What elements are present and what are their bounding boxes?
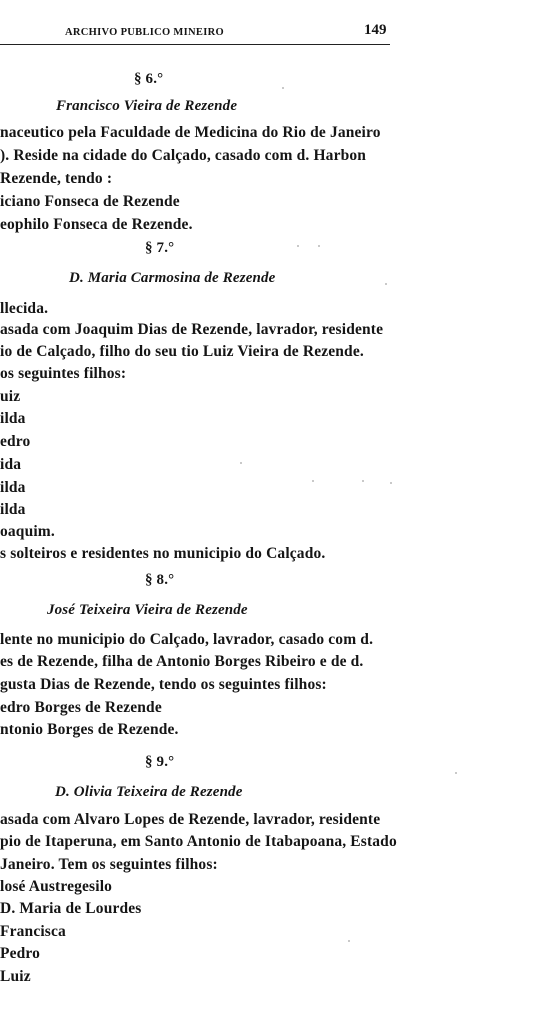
section-heading: § 7.°	[145, 240, 175, 256]
text-line: naceutico pela Faculdade de Medicina do Rio de Janeiro	[0, 124, 381, 141]
text-line: os seguintes filhos:	[0, 365, 127, 382]
scan-speck	[312, 480, 314, 482]
list-item: ilda	[0, 479, 26, 496]
section-person-name: Francisco Vieira de Rezende	[56, 98, 238, 114]
section-person-name: D. Olivia Teixeira de Rezende	[55, 784, 243, 800]
text-line: pio de Itaperuna, em Santo Antonio de Itabapoana, Estado	[0, 833, 397, 850]
scan-speck	[318, 245, 320, 247]
text-line: asada com Alvaro Lopes de Rezende, lavrador, residente	[0, 811, 381, 828]
text-line: Janeiro. Tem os seguintes filhos:	[0, 856, 218, 873]
header-rule	[0, 44, 390, 45]
text-line: io de Calçado, filho do seu tio Luiz Vieira de Rezende.	[0, 343, 364, 360]
section-heading: § 9.°	[145, 754, 175, 770]
text-line: s solteiros e residentes no municipio do Calçado.	[0, 545, 326, 562]
section-person-name: José Teixeira Vieira de Rezende	[47, 602, 248, 618]
scan-speck	[282, 87, 284, 89]
scan-speck	[362, 480, 364, 482]
page-header	[0, 22, 390, 46]
list-item: edro	[0, 433, 31, 450]
list-item: ilda	[0, 410, 26, 427]
section-heading: § 6.°	[134, 71, 164, 87]
list-item: ida	[0, 456, 22, 473]
text-line: lente no municipio do Calçado, lavrador, casado com d.	[0, 631, 374, 648]
scan-speck	[455, 772, 457, 774]
running-title: ARCHIVO PUBLICO MINEIRO	[65, 27, 224, 38]
text-line: Rezende, tendo :	[0, 170, 113, 187]
list-item: uiz	[0, 388, 21, 405]
list-item: losé Austregesilo	[0, 878, 113, 895]
list-item: Luiz	[0, 968, 31, 985]
scan-speck	[390, 482, 392, 484]
text-line: ). Reside na cidade do Calçado, casado com d. Harbon	[0, 147, 367, 164]
list-item: ilda	[0, 501, 26, 518]
text-line: eophilo Fonseca de Rezende.	[0, 216, 193, 233]
scan-speck	[348, 940, 350, 942]
scan-speck	[297, 245, 299, 247]
text-line: gusta Dias de Rezende, tendo os seguintes filhos:	[0, 676, 327, 693]
list-item: Pedro	[0, 945, 41, 962]
section-person-name: D. Maria Carmosina de Rezende	[69, 270, 276, 286]
text-line: asada com Joaquim Dias de Rezende, lavrador, residente	[0, 321, 384, 338]
scan-speck	[240, 462, 242, 464]
list-item: edro Borges de Rezende	[0, 699, 162, 716]
text-line: es de Rezende, filha de Antonio Borges Ribeiro e de d.	[0, 653, 364, 670]
list-item: D. Maria de Lourdes	[0, 900, 142, 917]
text-line: iciano Fonseca de Rezende	[0, 193, 180, 210]
list-item: ntonio Borges de Rezende.	[0, 721, 179, 738]
scan-speck	[385, 283, 387, 285]
list-item: Francisca	[0, 923, 66, 940]
page-number: 149	[364, 22, 387, 38]
list-item: oaquim.	[0, 523, 55, 540]
text-line: llecida.	[0, 300, 49, 317]
section-heading: § 8.°	[145, 572, 175, 588]
